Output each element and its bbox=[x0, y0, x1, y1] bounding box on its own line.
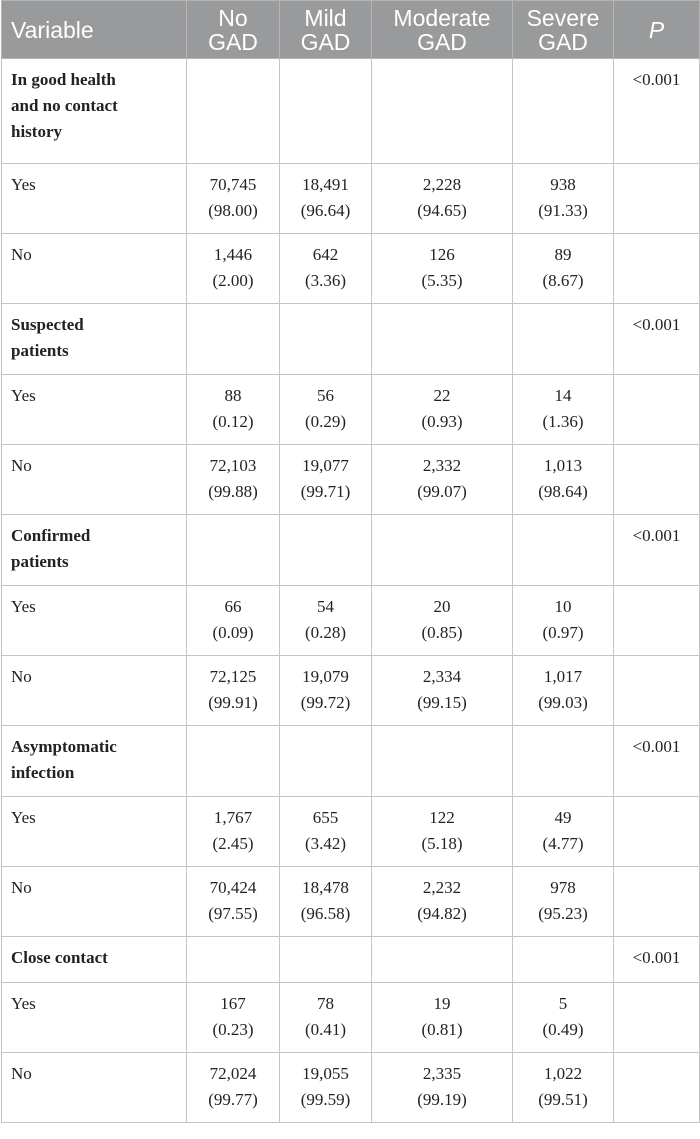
percent-value: (91.33) bbox=[538, 201, 588, 220]
count-value: 642 bbox=[312, 245, 339, 264]
percent-value: (0.85) bbox=[421, 623, 463, 642]
header-row bbox=[2, 1, 700, 59]
empty-cell bbox=[187, 726, 280, 797]
percent-value: (96.64) bbox=[300, 201, 351, 220]
count-cell bbox=[187, 375, 280, 445]
p-value: <0.001 bbox=[614, 304, 700, 375]
count-cell bbox=[372, 867, 513, 937]
count-cell bbox=[187, 234, 280, 304]
section-row bbox=[2, 515, 700, 586]
empty-cell bbox=[372, 515, 513, 586]
percent-value: (99.19) bbox=[417, 1090, 467, 1109]
count-value: 72,103 bbox=[209, 456, 257, 475]
header-variable: Variable bbox=[2, 1, 187, 59]
gad-table bbox=[1, 0, 700, 1123]
count-value: 56 bbox=[317, 386, 334, 405]
count-cell bbox=[372, 1053, 513, 1123]
empty-cell bbox=[187, 515, 280, 586]
count-cell bbox=[280, 656, 372, 726]
percent-value: (3.36) bbox=[304, 271, 347, 290]
count-value: 18,478 bbox=[302, 878, 349, 897]
section-label-line: patients bbox=[11, 552, 69, 571]
count-cell bbox=[372, 164, 513, 234]
table-row bbox=[2, 867, 700, 937]
count-cell bbox=[372, 234, 513, 304]
header-severe-gad-line-2: GAD bbox=[538, 28, 588, 55]
count-cell bbox=[187, 445, 280, 515]
section-row bbox=[2, 726, 700, 797]
header-mild-gad-line-1: Mild bbox=[304, 4, 347, 31]
percent-value: (5.18) bbox=[421, 834, 463, 853]
empty-cell bbox=[187, 937, 280, 983]
section-label-line: Confirmed bbox=[11, 526, 91, 545]
count-value: 10 bbox=[554, 597, 572, 616]
count-cell bbox=[187, 1053, 280, 1123]
count-value: 126 bbox=[429, 245, 455, 264]
table-row bbox=[2, 234, 700, 304]
percent-value: (0.41) bbox=[304, 1020, 347, 1039]
empty-cell bbox=[280, 59, 372, 164]
count-value: 49 bbox=[554, 808, 572, 827]
percent-value: (0.97) bbox=[542, 623, 584, 642]
percent-value: (95.23) bbox=[538, 904, 588, 923]
percent-value: (97.55) bbox=[208, 904, 258, 923]
count-cell bbox=[513, 445, 614, 515]
section-label bbox=[2, 937, 187, 983]
count-cell bbox=[187, 867, 280, 937]
count-value: 22 bbox=[433, 386, 451, 405]
count-value: 655 bbox=[312, 808, 339, 827]
count-value: 89 bbox=[554, 245, 572, 264]
empty-p-cell bbox=[614, 164, 700, 234]
empty-p-cell bbox=[614, 867, 700, 937]
count-cell bbox=[372, 656, 513, 726]
percent-value: (99.77) bbox=[208, 1090, 258, 1109]
empty-p-cell bbox=[614, 586, 700, 656]
table-row bbox=[2, 983, 700, 1053]
percent-value: (98.00) bbox=[208, 201, 258, 220]
percent-value: (94.65) bbox=[417, 201, 467, 220]
percent-value: (2.45) bbox=[212, 834, 254, 853]
count-value: 72,024 bbox=[209, 1064, 257, 1083]
count-cell bbox=[280, 797, 372, 867]
percent-value: (0.93) bbox=[421, 412, 463, 431]
section-label-line: In good health bbox=[11, 70, 116, 89]
section-label bbox=[2, 304, 187, 375]
section-label-line: Asymptomatic bbox=[11, 737, 117, 756]
count-cell bbox=[372, 586, 513, 656]
header-mild-gad bbox=[280, 1, 372, 59]
section-label-line: history bbox=[11, 122, 62, 141]
count-cell bbox=[280, 445, 372, 515]
empty-p-cell bbox=[614, 375, 700, 445]
row-label: Yes bbox=[2, 375, 187, 445]
p-value: <0.001 bbox=[614, 937, 700, 983]
percent-value: (0.23) bbox=[212, 1020, 254, 1039]
count-cell bbox=[280, 234, 372, 304]
table-row bbox=[2, 586, 700, 656]
empty-cell bbox=[372, 304, 513, 375]
count-cell bbox=[372, 983, 513, 1053]
count-cell bbox=[187, 983, 280, 1053]
table-row bbox=[2, 445, 700, 515]
header-no-gad-line-1: No bbox=[218, 4, 248, 31]
count-cell bbox=[280, 586, 372, 656]
count-cell bbox=[513, 234, 614, 304]
count-value: 2,232 bbox=[422, 878, 462, 897]
count-value: 72,125 bbox=[209, 667, 257, 686]
count-cell bbox=[280, 375, 372, 445]
count-cell bbox=[513, 164, 614, 234]
count-value: 66 bbox=[224, 597, 242, 616]
percent-value: (99.71) bbox=[300, 482, 351, 501]
count-value: 70,424 bbox=[209, 878, 257, 897]
count-value: 167 bbox=[220, 994, 246, 1013]
section-label-line: patients bbox=[11, 341, 69, 360]
section-label bbox=[2, 59, 187, 164]
header-moderate-gad-line-1: Moderate bbox=[393, 4, 491, 31]
header-severe-gad bbox=[513, 1, 614, 59]
empty-p-cell bbox=[614, 1053, 700, 1123]
table-row bbox=[2, 375, 700, 445]
count-cell bbox=[372, 375, 513, 445]
empty-p-cell bbox=[614, 445, 700, 515]
percent-value: (99.51) bbox=[538, 1090, 588, 1109]
count-value: 1,017 bbox=[543, 667, 583, 686]
count-value: 2,332 bbox=[422, 456, 462, 475]
header-mild-gad-line-2: GAD bbox=[300, 28, 351, 55]
section-label-line: Suspected bbox=[11, 315, 84, 334]
count-cell bbox=[513, 797, 614, 867]
percent-value: (0.81) bbox=[421, 1020, 463, 1039]
percent-value: (8.67) bbox=[542, 271, 584, 290]
empty-cell bbox=[187, 304, 280, 375]
table-body bbox=[2, 59, 700, 1123]
count-cell bbox=[280, 164, 372, 234]
percent-value: (1.36) bbox=[542, 412, 584, 431]
count-cell bbox=[280, 867, 372, 937]
percent-value: (99.72) bbox=[300, 693, 351, 712]
empty-p-cell bbox=[614, 656, 700, 726]
header-moderate-gad bbox=[372, 1, 513, 59]
table-row bbox=[2, 656, 700, 726]
count-cell bbox=[280, 1053, 372, 1123]
count-cell bbox=[513, 983, 614, 1053]
count-value: 78 bbox=[317, 994, 334, 1013]
percent-value: (99.15) bbox=[417, 693, 467, 712]
count-value: 938 bbox=[550, 175, 576, 194]
section-label bbox=[2, 726, 187, 797]
count-value: 19 bbox=[433, 994, 451, 1013]
percent-value: (0.29) bbox=[304, 412, 347, 431]
header-moderate-gad-line-2: GAD bbox=[417, 28, 467, 55]
section-label-line: infection bbox=[11, 763, 75, 782]
row-label: No bbox=[2, 234, 187, 304]
empty-cell bbox=[280, 304, 372, 375]
header-no-gad bbox=[187, 1, 280, 59]
row-label: No bbox=[2, 867, 187, 937]
row-label: No bbox=[2, 445, 187, 515]
row-label: Yes bbox=[2, 586, 187, 656]
empty-cell bbox=[372, 937, 513, 983]
section-row bbox=[2, 59, 700, 164]
count-cell bbox=[513, 867, 614, 937]
table-row bbox=[2, 797, 700, 867]
empty-cell bbox=[372, 59, 513, 164]
percent-value: (0.12) bbox=[212, 412, 254, 431]
percent-value: (5.35) bbox=[421, 271, 463, 290]
section-row bbox=[2, 304, 700, 375]
count-value: 1,022 bbox=[543, 1064, 583, 1083]
count-value: 88 bbox=[224, 386, 242, 405]
percent-value: (99.03) bbox=[538, 693, 588, 712]
empty-cell bbox=[280, 726, 372, 797]
header-no-gad-line-2: GAD bbox=[208, 28, 258, 55]
percent-value: (99.59) bbox=[300, 1090, 351, 1109]
count-cell bbox=[372, 445, 513, 515]
count-cell bbox=[513, 586, 614, 656]
empty-cell bbox=[280, 515, 372, 586]
empty-cell bbox=[372, 726, 513, 797]
count-value: 2,228 bbox=[422, 175, 462, 194]
section-label bbox=[2, 515, 187, 586]
count-value: 19,077 bbox=[302, 456, 349, 475]
count-value: 122 bbox=[429, 808, 455, 827]
p-value: <0.001 bbox=[614, 515, 700, 586]
count-value: 18,491 bbox=[302, 175, 349, 194]
count-value: 978 bbox=[550, 878, 576, 897]
count-cell bbox=[187, 797, 280, 867]
count-value: 2,334 bbox=[422, 667, 462, 686]
percent-value: (96.58) bbox=[300, 904, 351, 923]
row-label: No bbox=[2, 1053, 187, 1123]
p-value: <0.001 bbox=[614, 59, 700, 164]
count-value: 54 bbox=[317, 597, 334, 616]
table-row bbox=[2, 164, 700, 234]
percent-value: (99.91) bbox=[208, 693, 258, 712]
empty-p-cell bbox=[614, 797, 700, 867]
empty-cell bbox=[513, 59, 614, 164]
section-label-line: and no contact bbox=[11, 96, 118, 115]
row-label: Yes bbox=[2, 797, 187, 867]
header-p: P bbox=[614, 1, 700, 59]
count-value: 1,013 bbox=[543, 456, 583, 475]
count-value: 2,335 bbox=[422, 1064, 462, 1083]
empty-cell bbox=[513, 937, 614, 983]
percent-value: (0.49) bbox=[542, 1020, 584, 1039]
percent-value: (2.00) bbox=[212, 271, 254, 290]
count-value: 20 bbox=[433, 597, 451, 616]
count-cell bbox=[187, 656, 280, 726]
empty-p-cell bbox=[614, 983, 700, 1053]
count-cell bbox=[513, 1053, 614, 1123]
row-label: No bbox=[2, 656, 187, 726]
count-cell bbox=[280, 983, 372, 1053]
count-cell bbox=[187, 164, 280, 234]
empty-cell bbox=[280, 937, 372, 983]
section-row bbox=[2, 937, 700, 983]
percent-value: (3.42) bbox=[304, 834, 347, 853]
count-cell bbox=[513, 656, 614, 726]
row-label: Yes bbox=[2, 164, 187, 234]
p-value: <0.001 bbox=[614, 726, 700, 797]
percent-value: (99.07) bbox=[417, 482, 467, 501]
header-severe-gad-line-1: Severe bbox=[526, 4, 600, 31]
percent-value: (94.82) bbox=[417, 904, 467, 923]
count-value: 19,079 bbox=[302, 667, 349, 686]
table-row bbox=[2, 1053, 700, 1123]
percent-value: (0.09) bbox=[212, 623, 254, 642]
percent-value: (4.77) bbox=[542, 834, 584, 853]
section-label-line: Close contact bbox=[11, 948, 108, 967]
count-value: 70,745 bbox=[209, 175, 257, 194]
empty-cell bbox=[513, 304, 614, 375]
empty-cell bbox=[513, 515, 614, 586]
percent-value: (99.88) bbox=[208, 482, 258, 501]
count-cell bbox=[372, 797, 513, 867]
empty-cell bbox=[513, 726, 614, 797]
row-label: Yes bbox=[2, 983, 187, 1053]
percent-value: (98.64) bbox=[538, 482, 588, 501]
count-cell bbox=[187, 586, 280, 656]
percent-value: (0.28) bbox=[304, 623, 347, 642]
count-value: 19,055 bbox=[302, 1064, 349, 1083]
empty-p-cell bbox=[614, 234, 700, 304]
count-cell bbox=[513, 375, 614, 445]
count-value: 14 bbox=[554, 386, 572, 405]
count-value: 5 bbox=[558, 994, 568, 1013]
empty-cell bbox=[187, 59, 280, 164]
count-value: 1,767 bbox=[213, 808, 253, 827]
count-value: 1,446 bbox=[213, 245, 253, 264]
